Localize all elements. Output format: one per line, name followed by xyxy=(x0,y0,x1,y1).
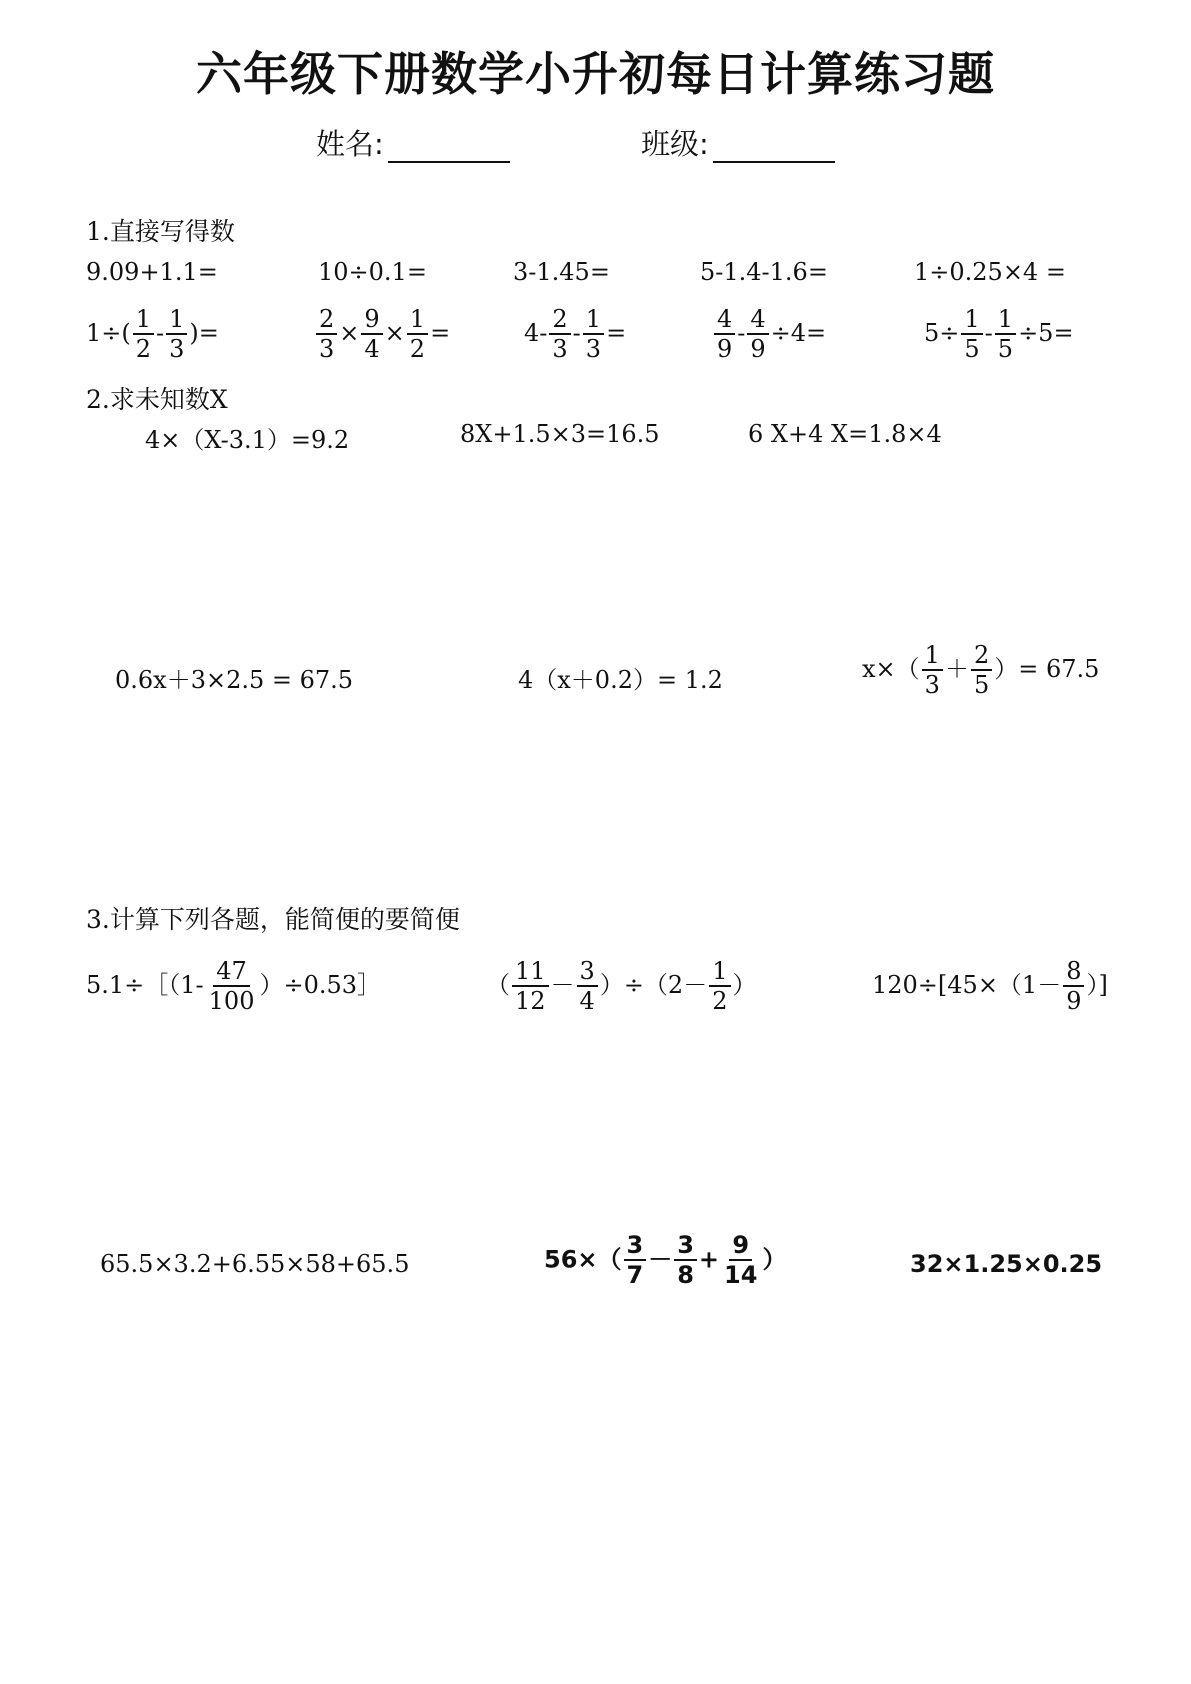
s1-r2-q1: 1÷( $\frac{1}{2}$ - $\frac{1}{3}$ )= xyxy=(86,305,219,364)
s1-r1-q1: 9.09+1.1= xyxy=(86,258,218,286)
s3-r1-q3: 120÷[45×（1－ $\frac{8}{9}$ ）] xyxy=(872,957,1108,1016)
name-blank[interactable] xyxy=(388,135,510,163)
section2-heading: 2.求未知数X xyxy=(86,385,228,414)
fraction: $\frac{4}{9}$ xyxy=(747,306,768,363)
s1-r1-q5: 1÷0.25×4 = xyxy=(914,258,1066,286)
s1-r1-q2: 10÷0.1= xyxy=(318,258,427,286)
class-blank[interactable] xyxy=(713,135,835,163)
fraction: $\frac{11}{12}$ xyxy=(512,958,549,1015)
fraction: $\frac{3}{8}$ xyxy=(674,1232,697,1289)
s3-r1-q2: （ $\frac{11}{12}$ － $\frac{3}{4}$ ）÷（2－ $\frac{1}{2}$ ） xyxy=(486,957,757,1016)
fraction: $\frac{4}{9}$ xyxy=(714,306,735,363)
fraction: $\frac{1}{2}$ xyxy=(407,306,428,363)
s2-r2-q1: 0.6x＋3×2.5 = 67.5 xyxy=(115,666,354,694)
s2-r1-q2: 8X+1.5×3=16.5 xyxy=(460,420,660,448)
s2-r1-q3: 6 X+4 X=1.8×4 xyxy=(748,420,942,448)
page-title: 六年级下册数学小升初每日计算练习题 xyxy=(196,47,995,101)
class-field[interactable] xyxy=(641,122,835,163)
fraction: $\frac{47}{100}$ xyxy=(208,957,255,1016)
s1-r2-q4: $\frac{4}{9}$ - $\frac{4}{9}$ ÷4= xyxy=(712,306,826,363)
fraction: $\frac{9}{14}$ xyxy=(724,1231,758,1290)
fraction: $\frac{1}{3}$ xyxy=(583,306,604,363)
fraction: $\frac{9}{4}$ xyxy=(361,306,382,363)
s1-r1-q4: 5-1.4-1.6= xyxy=(700,258,828,286)
s2-r2-q3: x×（ $\frac{1}{3}$ ＋ $\frac{2}{5}$ ）= 67.5 xyxy=(862,641,1100,700)
fraction: $\frac{1}{3}$ xyxy=(166,306,187,363)
s1-r2-q5: 5÷ $\frac{1}{5}$ - $\frac{1}{5}$ ÷5= xyxy=(924,305,1074,364)
fraction: $\frac{1}{5}$ xyxy=(995,306,1016,363)
name-label: 姓名: xyxy=(316,127,384,161)
fraction: $\frac{2}{5}$ xyxy=(971,642,992,699)
fraction: $\frac{3}{4}$ xyxy=(577,958,598,1015)
fraction: $\frac{1}{2}$ xyxy=(709,958,730,1015)
s3-r1-q1: 5.1÷［（1- $\frac{47}{100}$ ）÷0.53］ xyxy=(86,957,382,1016)
s3-r2-q3: 32×1.25×0.25 xyxy=(910,1250,1103,1278)
fraction: $\frac{1}{3}$ xyxy=(922,642,943,699)
fraction: $\frac{3}{7}$ xyxy=(624,1232,647,1289)
fraction: $\frac{2}{3}$ xyxy=(549,306,570,363)
s1-r1-q3: 3-1.45= xyxy=(513,258,610,286)
s1-r2-q2: $\frac{2}{3}$ × $\frac{9}{4}$ × $\frac{1}{2}$ = xyxy=(314,306,450,363)
fraction: $\frac{2}{3}$ xyxy=(316,306,337,363)
s2-r2-q2: 4（x＋0.2）= 1.2 xyxy=(518,666,723,694)
s3-r2-q2: 56×（ $\frac{3}{7}$ － $\frac{3}{8}$ + $\frac{9}{14}$ ） xyxy=(544,1231,787,1290)
fraction: $\frac{8}{9}$ xyxy=(1063,958,1084,1015)
name-field[interactable] xyxy=(316,122,510,163)
fraction: $\frac{1}{2}$ xyxy=(133,306,154,363)
s1-r2-q3: 4- $\frac{2}{3}$ - $\frac{1}{3}$ = xyxy=(524,305,627,364)
fraction: $\frac{1}{5}$ xyxy=(961,306,982,363)
class-label: 班级: xyxy=(641,127,709,161)
section1-heading: 1.直接写得数 xyxy=(86,217,235,246)
s2-r1-q1: 4×（X-3.1）=9.2 xyxy=(145,426,350,454)
section3-heading: 3.计算下列各题，能简便的要简便 xyxy=(86,905,460,934)
s3-r2-q1: 65.5×3.2+6.55×58+65.5 xyxy=(100,1250,410,1278)
